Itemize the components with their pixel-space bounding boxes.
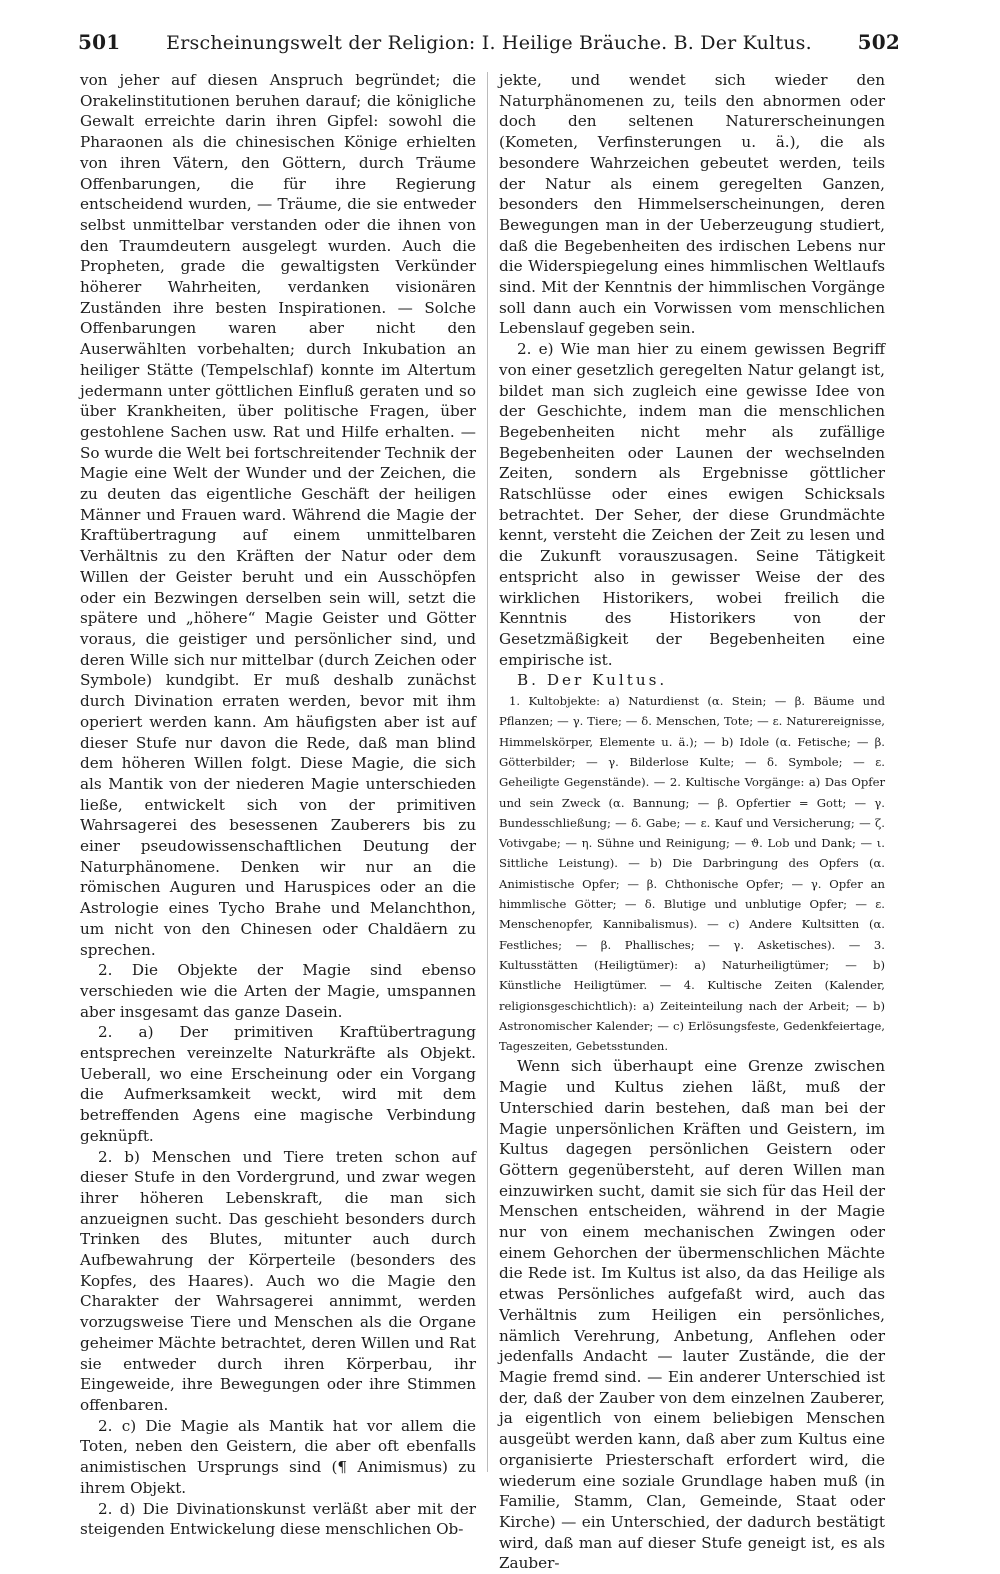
outline-text: 1. Kultobjekte: a) Naturdienst (α. Stein; — β. Bäume und Pflanzen; — γ. Tiere; — δ. Menschen, Tote; — ε. Naturereignisse, Himmelskörper, Elemente u. ä.); — b) Idole (α. Fetische; — β. Götterbilder; — γ. Bilderlose Kulte; — δ. Symbole; — ε. Geheiligte Gegenstände). — 2. Kultische Vorgänge: a) Das Opfer und sein Zweck (α. Bannung; — β. Opfertier = Gott; — γ. Bundesschließung; — δ. Gabe; — ε. Kauf und Versicherung; — ζ. Votivgabe; — η. Sühne und Reinigung; — ϑ. Lob und Dank; — ι. Sittliche Leistung). — b) Die Darbringung des Opfers (α. Animistische Opfer; — β. Chthonische Opfer; — γ. Opfer an himmlische Götter; — δ. Blutige und unblutige Opfer; — ε. Menschenopfer, Kannibalismus). — c) Andere Kultsitten (α. Festliches; — β. Phallisches; — γ. Asketisches). — 3. Kultusstätten (Heiligtümer): a) Naturheiligtümer; — b) Künstliche Heiligtümer. — 4. Kultische Zeiten (Kalender, religionsgeschichtlich): a) Zeiteinteilung nach der Arbeit; — b) Astronomischer Kalender; — c) Erlösungsfeste, Gedenkfeiertage, Tageszeiten, Gebetsstunden.: [499, 694, 885, 1054]
section-heading: B. Der Kultus.: [517, 671, 668, 690]
running-header: [78, 30, 900, 66]
paragraph: 2. a) Der primitiven Kraftübertragung entsprechen vereinzelte Naturkräfte als Objekt. Ueberall, wo eine Erscheinung oder ein Vorgang die Aufmerksamkeit weckt, wird mit dem betreffenden Agens eine magische Verbindung geknüpft.: [80, 1023, 476, 1145]
right-column: [499, 70, 885, 1573]
outline-block: [499, 691, 885, 1056]
paragraph: jekte, und wendet sich wieder den Naturphänomenen zu, teils den abnormen oder doch den seltenen Naturerscheinungen (Kometen, Verfinsterungen u. ä.), die als besondere Wahrzeichen gebeutet werden, teils der Natur als einem geregelten Ganzen, besonders den Himmelserscheinungen, deren Bewegungen man in der Ueberzeugung studiert, daß die Begebenheiten des irdischen Lebens nur die Widerspiegelung eines himmlischen Weltlaufs sind. Mit der Kenntnis der himmlischen Vorgänge soll dann auch ein Vorwissen vom menschlichen Lebenslauf gegeben sein.: [499, 71, 885, 338]
paragraph: 2. b) Menschen und Tiere treten schon auf dieser Stufe in den Vordergrund, und zwar wegen ihrer höheren Lebenskraft, die man sich anzueignen sucht. Das geschieht besonders durch Trinken des Blutes, mitunter auch durch Aufbewahrung der Körperteile (besonders des Kopfes, des Haares). Auch wo die Magie den Charakter der Wahrsagerei annimmt, werden vorzugsweise Tiere und Menschen als die Organe geheimer Mächte betrachtet, deren Willen und Rat sie entweder durch ihren Körperbau, ihr Eingeweide, ihre Bewegungen oder ihre Stimmen offenbaren.: [80, 1147, 476, 1414]
left-column: [80, 70, 476, 1539]
paragraph: von jeher auf diesen Anspruch begründet; die Orakelinstitutionen beruhen darauf; die königliche Gewalt erreichte darin ihren Gipfel: sowohl die Pharaonen als die chinesischen Könige erhielten von ihren Vätern, den Göttern, durch Träume Offenbarungen, die für ihre Regierung entscheidend wurden, — Träume, die sie entweder selbst unmittelbar verstanden oder die ihnen von den Traumdeutern ausgelegt wurden. Auch die Propheten, grade die gewaltigsten Verkünder höherer Wahrheiten, verdanken visionären Zuständen ihre besten Inspirationen. — Solche Offenbarungen waren aber nicht den Auserwählten vorbehalten; durch Inkubation an heiliger Stätte (Tempelschlaf) konnte im Altertum jedermann unter göttlichen Einfluß geraten und so über Krankheiten, über politische Fragen, über gestohlene Sachen usw. Rat und Hilfe erhalten. — So wurde die Welt bei fortschreitender Technik der Magie eine Welt der Wunder und der Zeichen, die zu deuten das eigentliche Geschäft der heiligen Männer und Frauen ward. Während die Magie der Kraftübertragung auf einem unmittelbaren Verhältnis zu den Kräften der Natur oder dem Willen der Geister beruht und ein Ausschöpfen oder ein Bezwingen derselben sein will, setzt die spätere und „höhere“ Magie Geister und Götter voraus, die geistiger und persönlicher sind, und deren Wille sich nur mittelbar (durch Zeichen oder Symbole) kundgibt. Er muß deshalb zunächst durch Divination erraten werden, bevor mit ihm operiert werden kann. Am häufigsten aber ist auf dieser Stufe nur davon die Rede, daß man blind dem höheren Willen folgt. Diese Magie, die sich als Mantik von der niederen Magie unterschieden ließe, entwickelt sich von der primitiven Wahrsagerei des besessenen Zauberers bis zu einer pseudowissenschaftlichen Deutung der Naturphänomene. Denken wir nur an die römischen Auguren und Haruspices oder an die Astrologie eines Tycho Brahe und Melanchthon, um nicht von den Chinesen oder Chaldäern zu sprechen.: [80, 71, 476, 959]
paragraph: 2. e) Wie man hier zu einem gewissen Begriff von einer gesetzlich geregelten Natur gelangt ist, bildet man sich zugleich eine gewisse Idee von der Geschichte, indem man die menschlichen Begebenheiten nicht mehr als zufällige Begebenheiten oder Launen der wechselnden Zeiten, sondern als Ergebnisse göttlicher Ratschlüsse oder eines ewigen Schicksals betrachtet. Der Seher, der diese Grundmächte kennt, versteht die Zeichen der Zeit zu lesen und die Zukunft vorauszusagen. Seine Tätigkeit entspricht also in gewisser Weise der des wirklichen Historikers, wobei freilich die Kenntnis des Historikers von der Gesetzmäßigkeit der Begebenheiten eine empirische ist.: [499, 340, 885, 669]
paragraph: 2. d) Die Divinationskunst verläßt aber mit der steigenden Entwickelung diese menschlichen Ob-: [80, 1499, 476, 1539]
paragraph: 2. c) Die Magie als Mantik hat vor allem die Toten, neben den Geistern, die aber oft ebenfalls animistischen Ursprungs sind (¶ Animismus) zu ihrem Objekt.: [80, 1416, 476, 1497]
page-number-left: 501: [78, 30, 121, 54]
column-divider: [487, 72, 488, 1472]
page-number-right: 502: [857, 30, 900, 54]
header-title: Erscheinungswelt der Religion: I. Heilige Bräuche. B. Der Kultus.: [166, 32, 812, 54]
paragraph: 2. Die Objekte der Magie sind ebenso verschieden wie die Arten der Magie, umspannen aber insgesamt das ganze Dasein.: [80, 961, 476, 1021]
paragraph: Wenn sich überhaupt eine Grenze zwischen Magie und Kultus ziehen läßt, muß der Unterschied darin bestehen, daß man bei der Magie unpersönlichen Kräften und Geistern, im Kultus dagegen persönlichen Geistern oder Göttern gegenübersteht, auf deren Willen man einzuwirken sucht, damit sie sich für das Heil der Menschen entscheiden, während in der Magie nur von einem mechanischen Zwingen oder einem Gehorchen der übermenschlichen Mächte die Rede ist. Im Kultus ist also, da das Heilige als etwas Persönliches aufgefaßt wird, auch das Verhältnis zum Heiligen ein persönliches, nämlich Verehrung, Anbetung, Anflehen oder jedenfalls Andacht — lauter Zustände, die der Magie fremd sind. — Ein anderer Unterschied ist der, daß der Zauber von dem einzelnen Zauberer, ja eigentlich von einem beliebigen Menschen ausgeübt werden kann, daß aber zum Kultus eine organisierte Priesterschaft erfordert wird, die wiederum eine soziale Grundlage haben muß (in Familie, Stamm, Clan, Gemeinde, Staat oder Kirche) — ein Unterschied, der dadurch bestätigt wird, daß man auf dieser Stufe geneigt ist, es als Zauber-: [499, 1057, 885, 1573]
